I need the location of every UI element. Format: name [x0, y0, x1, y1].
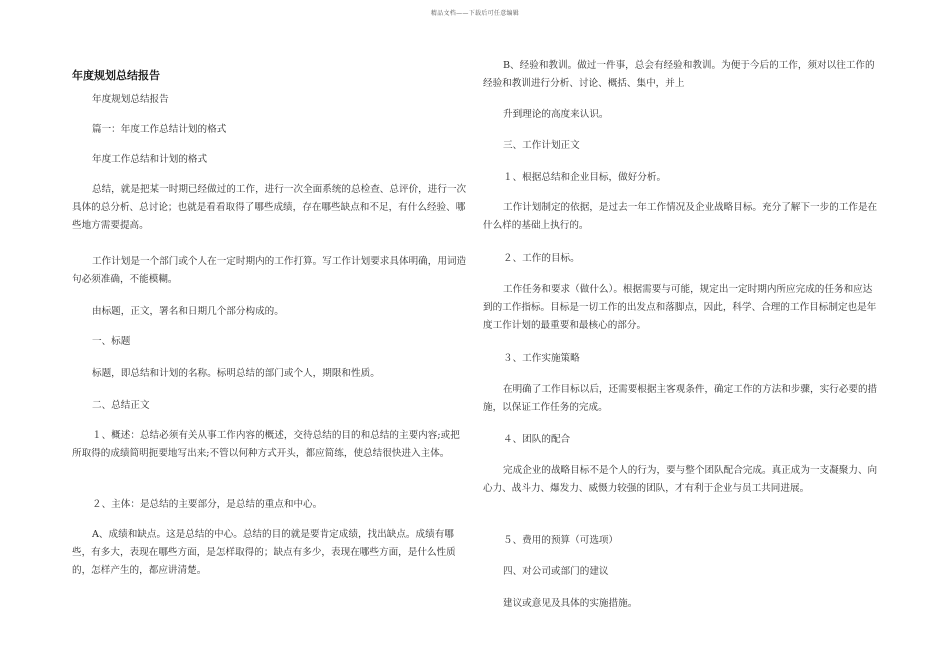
paragraph: 升到理论的高度来认识。 — [503, 109, 609, 120]
paragraph: 年度工作总结和计划的格式 — [92, 154, 208, 165]
paragraph: B、经验和教训。做过一件事，总会有经验和教训。为便于今后的工作，须对以往工作的经验和教训进行分析、讨论、概括、集中，并上 — [483, 60, 875, 89]
paragraph: 由标题，正文，署名和日期几个部分构成的。 — [92, 306, 284, 317]
paragraph: ４、团队的配合 — [503, 434, 571, 445]
paragraph: 工作计划制定的依据，是过去一年工作情况及企业战略目标。充分了解下一步的工作是在什么样的基础上执行的。 — [483, 202, 878, 231]
section-heading: 三、工作计划正文 — [503, 140, 580, 151]
paragraph: 标题，即总结和计划的名称。标明总结的部门或个人，期限和性质。 — [92, 368, 380, 379]
paragraph: 年度规划总结报告 — [92, 94, 169, 105]
paragraph: 在明确了工作目标以后，还需要根据主客观条件，确定工作的方法和步骤，实行必要的措施，以保证工作任务的完成。 — [483, 384, 878, 413]
paragraph: 总结，就是把某一时期已经做过的工作，进行一次全面系统的总检查、总评价，进行一次具体的总分析、总讨论；也就是看看取得了哪些成绩，存在哪些缺点和不足，有什么经验、哪些地方需要提高。 — [72, 184, 467, 231]
paragraph: １、概述：总结必须有关从事工作内容的概述，交待总结的目的和总结的主要内容;或把所取得的成绩简明扼要地写出来;不管以何种方式开头，都应简练，使总结很快进入主体。 — [72, 430, 460, 459]
paragraph: 篇一：年度工作总结计划的格式 — [92, 124, 227, 135]
paragraph: ２、工作的目标。 — [503, 253, 580, 264]
paragraph: ３、工作实施策略 — [503, 353, 580, 364]
page-header-note: 精品文档——下载后可任意编辑 — [430, 10, 520, 17]
document-title: 年度规划总结报告 — [72, 69, 160, 82]
paragraph: 工作计划是一个部门或个人在一定时期内的工作打算。写工作计划要求具体明确，用词造句必须准确，不能模糊。 — [72, 256, 467, 285]
paragraph: １、根据总结和企业目标，做好分析。 — [503, 172, 667, 183]
paragraph: ２、主体：是总结的主要部分，是总结的重点和中心。 — [92, 499, 323, 510]
paragraph: 工作任务和要求（做什么）。根据需要与可能，规定出一定时期内所应完成的任务和应达到的工作指标。目标是一切工作的出发点和落脚点，因此，科学、合理的工作目标制定也是年度工作计划的最重要和最核心的部分。 — [483, 284, 877, 331]
section-heading: 一、标题 — [92, 336, 131, 347]
paragraph: ５、费用的预算（可选项） — [503, 535, 619, 546]
paragraph: 建议或意见及具体的实施措施。 — [503, 598, 638, 609]
paragraph: A、成绩和缺点。这是总结的中心。总结的目的就是要肯定成绩，找出缺点。成绩有哪些，有多大，表现在哪些方面，是怎样取得的；缺点有多少，表现在哪些方面，是什么性质的，怎样产生的，都应讲清楚。 — [72, 529, 456, 576]
paragraph: 完成企业的战略目标不是个人的行为，要与整个团队配合完成。真正成为一支凝聚力、向心力、战斗力、爆发力、威慑力较强的团队，才有利于企业与员工共同进展。 — [483, 465, 878, 494]
section-heading: 四、对公司或部门的建议 — [503, 566, 609, 577]
section-heading: 二、总结正文 — [92, 400, 150, 411]
